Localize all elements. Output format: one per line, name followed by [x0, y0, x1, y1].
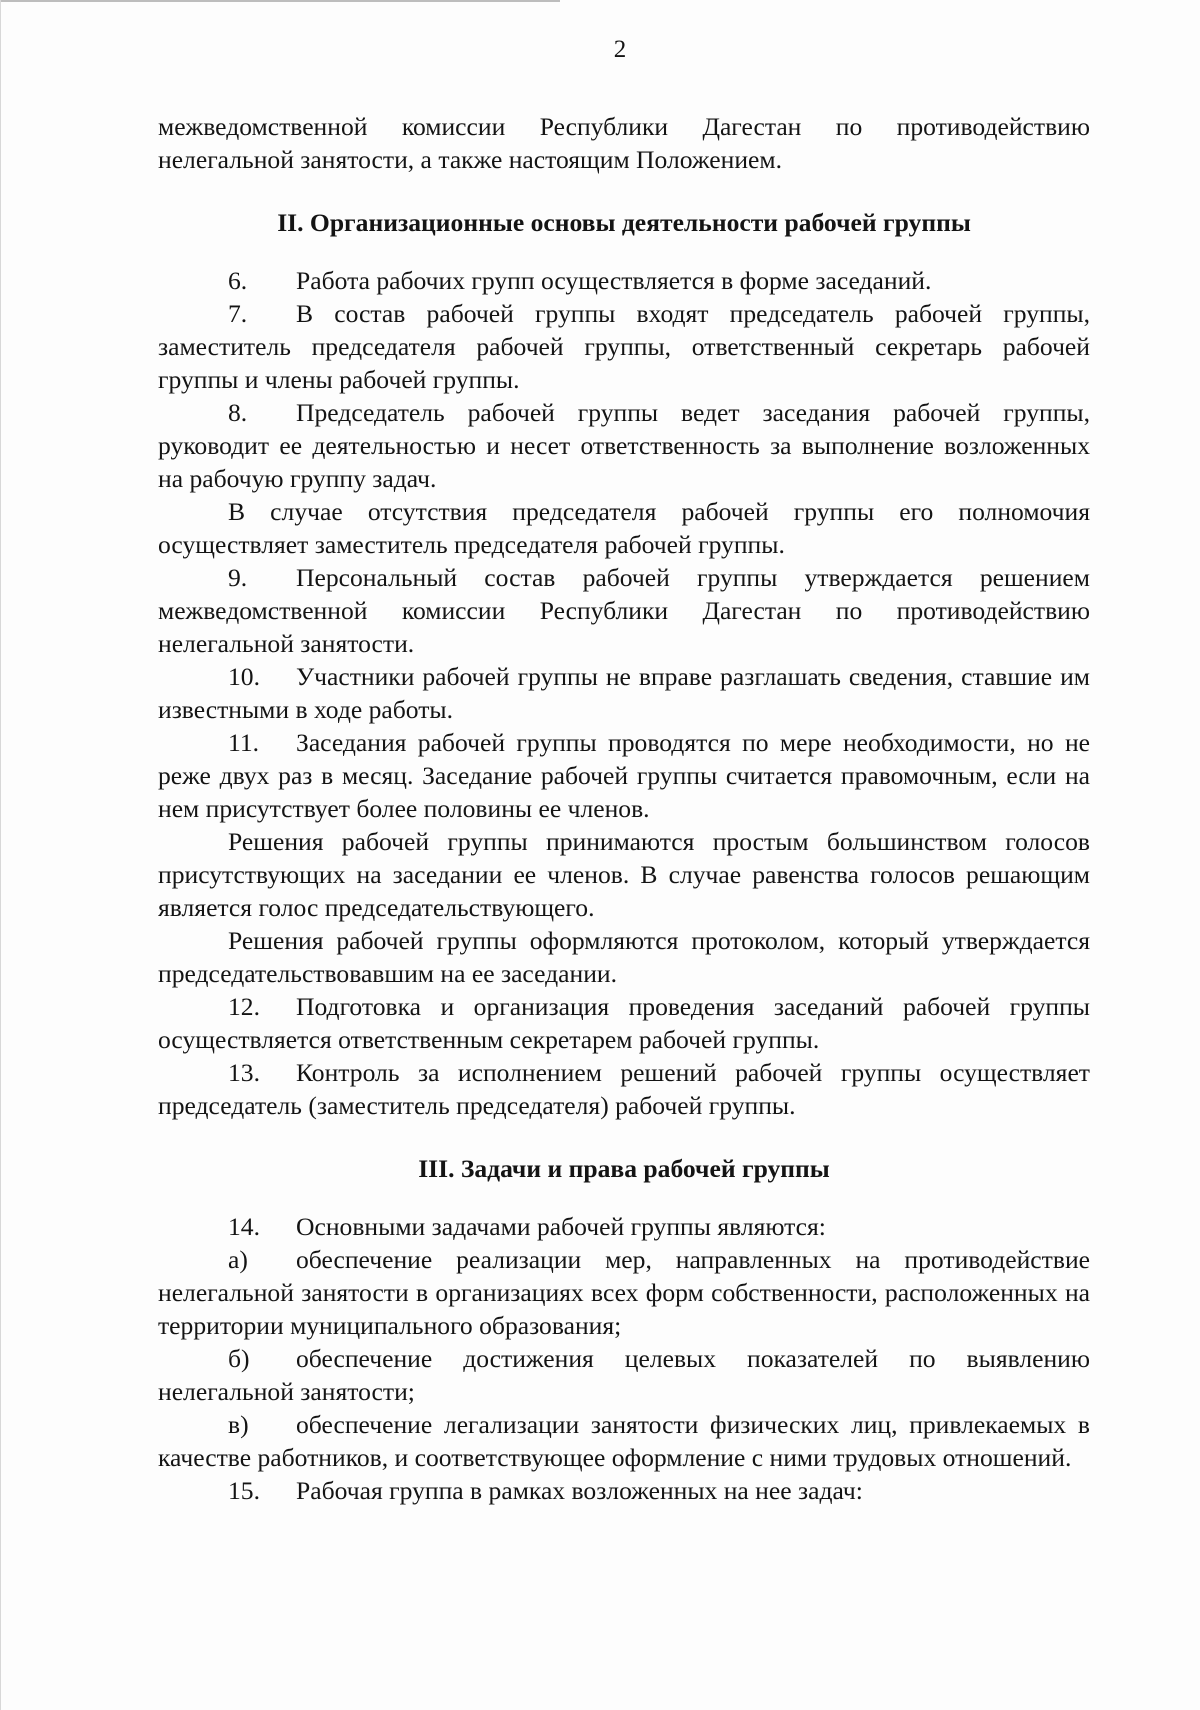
- item-text: Работа рабочих групп осуществляется в форме заседаний.: [296, 266, 932, 295]
- document-body: [158, 110, 1090, 1507]
- paragraph-item: Решения рабочей группы оформляются протоколом, который утверждается председательствовавшим на ее заседании.: [158, 926, 1090, 988]
- section-3-items: [158, 1210, 1090, 1507]
- item-number: 8.: [228, 398, 248, 427]
- page-top-edge: [0, 0, 560, 2]
- paragraph-item: [158, 1056, 1090, 1122]
- item-number: 13.: [228, 1058, 260, 1087]
- item-text: Контроль за исполнением решений рабочей группы осуществляет председатель (заместитель председателя) рабочей группы.: [158, 1058, 1090, 1120]
- item-letter: в): [228, 1410, 249, 1439]
- intro-paragraph: межведомственной комиссии Республики Дагестан по противодействию нелегальной занятости, а также настоящим Положением.: [158, 112, 1090, 174]
- item-text: обеспечение легализации занятости физических лиц, привлекаемых в качестве работников, и соответствующее оформление с ними трудовых отношений.: [158, 1410, 1090, 1472]
- item-number: 9.: [228, 563, 248, 592]
- paragraph-item: [158, 726, 1090, 825]
- item-text: обеспечение реализации мер, направленных на противодействие нелегальной занятости в организациях всех форм собственности, расположенных на территории муниципального образования;: [158, 1245, 1090, 1340]
- item-text: В состав рабочей группы входят председатель рабочей группы, заместитель председателя рабочей группы, ответственный секретарь рабочей группы и члены рабочей группы.: [158, 299, 1090, 394]
- section-2-heading: II. Организационные основы деятельности рабочей группы: [277, 208, 971, 237]
- paragraph-item: [158, 660, 1090, 726]
- paragraph-item: [158, 990, 1090, 1056]
- paragraph-item: Решения рабочей группы принимаются простым большинством голосов присутствующих на заседании ее членов. В случае равенства голосов решающим является голос председательствующего.: [158, 827, 1090, 922]
- item-number: 12.: [228, 992, 260, 1021]
- paragraph-item: [158, 1210, 1090, 1243]
- section-2-items: [158, 264, 1090, 1122]
- item-text: Рабочая группа в рамках возложенных на нее задач:: [296, 1476, 863, 1505]
- item-text: Председатель рабочей группы ведет заседания рабочей группы, руководит ее деятельностью и несет ответственность за выполнение возложенных на рабочую группу задач.: [158, 398, 1090, 493]
- paragraph-item: [158, 561, 1090, 660]
- item-text: Подготовка и организация проведения заседаний рабочей группы осуществляется ответственным секретарем рабочей группы.: [158, 992, 1090, 1054]
- item-text: обеспечение достижения целевых показателей по выявлению нелегальной занятости;: [158, 1344, 1090, 1406]
- item-number: 11.: [228, 728, 260, 757]
- item-number: 15.: [228, 1476, 260, 1505]
- paragraph-item: [158, 1474, 1090, 1507]
- item-letter: б): [228, 1344, 250, 1373]
- item-letter: а): [228, 1245, 248, 1274]
- item-number: 10.: [228, 662, 260, 691]
- item-text: Основными задачами рабочей группы являются:: [296, 1212, 826, 1241]
- page-number: 2: [613, 36, 627, 63]
- paragraph-item: [158, 264, 1090, 297]
- item-number: 14.: [228, 1212, 260, 1241]
- item-number: 6.: [228, 266, 248, 295]
- paragraph-item: [158, 1408, 1090, 1474]
- paragraph-item: [158, 297, 1090, 396]
- item-text: Заседания рабочей группы проводятся по мере необходимости, но не реже двух раз в месяц. Заседание рабочей группы считается правомочным, если на нем присутствует более половины ее членов.: [158, 728, 1090, 823]
- paragraph-item: [158, 1243, 1090, 1342]
- page-left-edge: [0, 0, 1, 1710]
- item-text: Персональный состав рабочей группы утверждается решением межведомственной комиссии Республики Дагестан по противодействию нелегальной занятости.: [158, 563, 1090, 658]
- section-3-heading: III. Задачи и права рабочей группы: [418, 1154, 830, 1183]
- item-number: 7.: [228, 299, 248, 328]
- paragraph-item: [158, 396, 1090, 495]
- paragraph-item: [158, 1342, 1090, 1408]
- item-text: Участники рабочей группы не вправе разглашать сведения, ставшие им известными в ходе работы.: [158, 662, 1090, 724]
- paragraph-item: В случае отсутствия председателя рабочей группы его полномочия осуществляет заместитель председателя рабочей группы.: [158, 497, 1090, 559]
